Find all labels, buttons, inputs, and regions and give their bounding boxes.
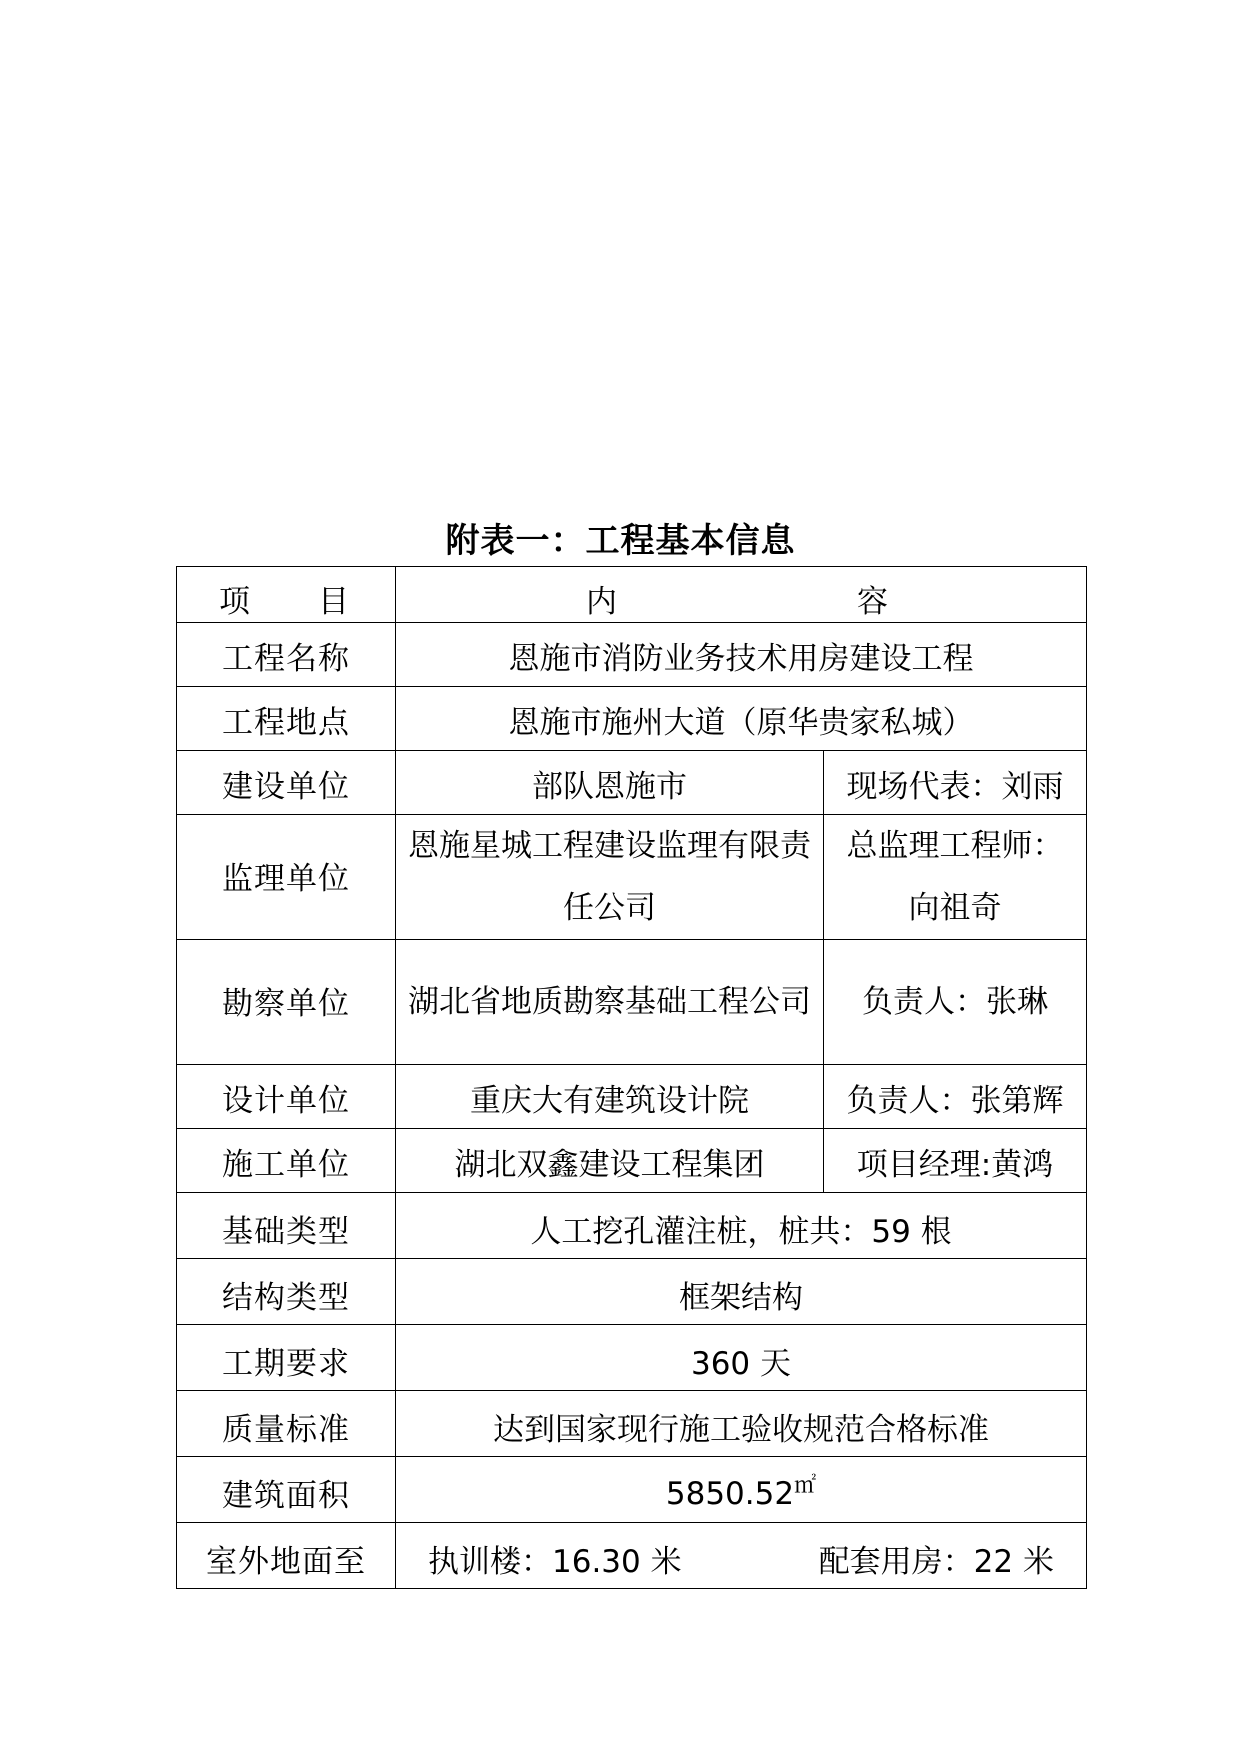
supervision-unit-label: 监理单位 [177,815,396,940]
survey-unit-label: 勘察单位 [177,940,396,1065]
header-content-char2: 容 [857,584,888,620]
building-area-cell [396,1457,1087,1523]
build-unit-contact: 项目经理:黄鸿 [824,1129,1087,1193]
header-item-char1: 项 [219,584,250,620]
table-row-construction-unit [177,751,1087,815]
table-row-quality-standard [177,1391,1087,1457]
foundation-type-label: 基础类型 [177,1193,396,1259]
header-item-cell [177,567,396,623]
construction-unit-label: 建设单位 [177,751,396,815]
supervision-unit-value: 恩施星城工程建设监理有限责任公司 [396,815,824,940]
survey-unit-contact: 负责人：张琳 [824,940,1087,1065]
table-row-design-unit [177,1065,1087,1129]
design-unit-label: 设计单位 [177,1065,396,1129]
table-row-project-name [177,623,1087,687]
table-row-build-unit [177,1129,1087,1193]
table-row-height [177,1523,1087,1589]
table-row-supervision-unit [177,815,1087,940]
project-location-label: 工程地点 [177,687,396,751]
table-row-structure-type [177,1259,1087,1325]
build-unit-label: 施工单位 [177,1129,396,1193]
building-area-label: 建筑面积 [177,1457,396,1523]
header-item-char2: 目 [318,584,349,620]
header-content-cell [396,567,1087,623]
table-row-duration [177,1325,1087,1391]
design-unit-value: 重庆大有建筑设计院 [396,1065,824,1129]
project-name-label: 工程名称 [177,623,396,687]
survey-unit-value: 湖北省地质勘察基础工程公司 [396,940,824,1065]
structure-type-value: 框架结构 [396,1259,1087,1325]
foundation-type-value: 人工挖孔灌注桩，桩共：59 根 [396,1193,1087,1259]
build-unit-value: 湖北双鑫建设工程集团 [396,1129,824,1193]
quality-standard-value: 达到国家现行施工验收规范合格标准 [396,1391,1087,1457]
table-row-project-location [177,687,1087,751]
table-row-foundation-type [177,1193,1087,1259]
project-info-table [176,566,1087,1589]
building-area-value: 5850.52 [665,1475,795,1512]
height-value-supporting-building: 配套用房：22 米 [818,1543,1054,1580]
duration-value: 360 天 [396,1325,1087,1391]
supervision-unit-contact: 总监理工程师：向祖奇 [824,815,1087,940]
table-row-building-area [177,1457,1087,1523]
height-value-training-building: 执训楼：16.30 米 [428,1543,682,1580]
page-title: 附表一：工程基本信息 [445,521,796,561]
building-area-unit: ㎡ [794,1473,817,1499]
construction-unit-value: 部队恩施市 [396,751,824,815]
height-cell [396,1523,1087,1589]
structure-type-label: 结构类型 [177,1259,396,1325]
duration-label: 工期要求 [177,1325,396,1391]
construction-unit-contact: 现场代表：刘雨 [824,751,1087,815]
height-label: 室外地面至 [177,1523,396,1589]
table-row-survey-unit [177,940,1087,1065]
design-unit-contact: 负责人：张第辉 [824,1065,1087,1129]
header-content-char1: 内 [586,584,617,620]
project-name-value: 恩施市消防业务技术用房建设工程 [396,623,1087,687]
table-header-row [177,567,1087,623]
quality-standard-label: 质量标准 [177,1391,396,1457]
project-location-value: 恩施市施州大道（原华贵家私城） [396,687,1087,751]
